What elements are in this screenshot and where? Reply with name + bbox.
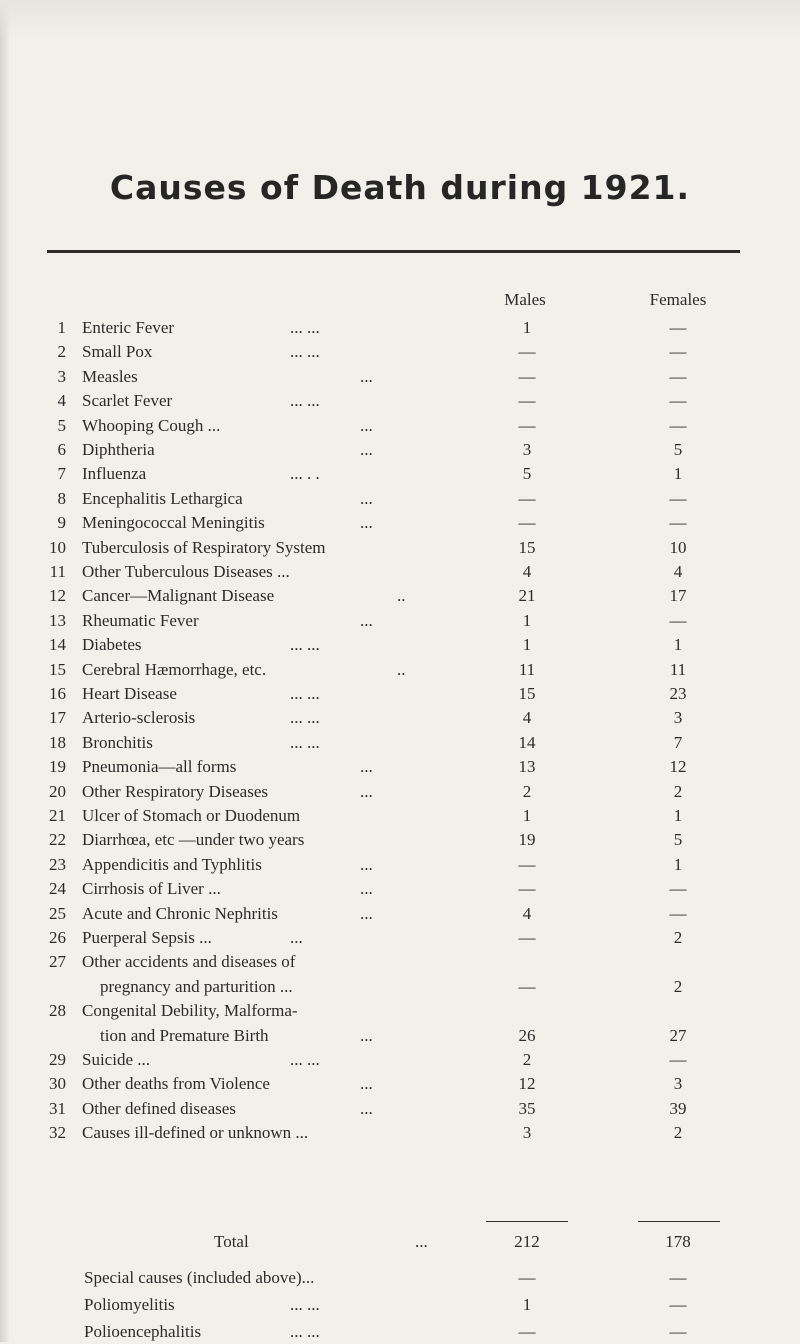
females-count: 3 (673, 1074, 683, 1094)
males-count: 4 (522, 708, 532, 728)
cause-label: Influenza (82, 464, 147, 484)
table-row (0, 1123, 800, 1145)
cause-label: Encephalitis Lethargica (82, 488, 243, 508)
females-count: 2 (673, 781, 683, 801)
table-row (0, 513, 800, 535)
row-number: 32 (49, 1123, 66, 1143)
table-row (0, 1026, 800, 1048)
special-label: Special causes (included above)... (84, 1268, 315, 1287)
table-row (0, 928, 800, 950)
males-count: 11 (518, 659, 536, 679)
row-number: 3 (57, 366, 66, 386)
cause-label: Cancer—Malignant Disease (82, 586, 275, 606)
cause-label: Acute and Chronic Nephritis (82, 903, 278, 923)
leader-dots: ... ... (290, 708, 320, 728)
total-females: 178 (665, 1232, 691, 1251)
leader-dots: ... ... (290, 1295, 320, 1314)
table-row (0, 806, 800, 828)
males-header: Males (504, 290, 546, 309)
row-number: 25 (49, 903, 66, 923)
cause-label: Cirrhosis of Liver ... (82, 879, 221, 899)
cause-label: Bronchitis (82, 732, 153, 752)
males-count: 2 (522, 1050, 532, 1069)
leader-dots: ... ... (290, 342, 320, 362)
row-number: 2 (57, 342, 66, 362)
females-count: 1 (673, 854, 683, 874)
leader-dots: ... (360, 781, 373, 801)
males-count: 26 (518, 1025, 536, 1045)
leader-dots: ... (360, 757, 373, 777)
cause-label: Causes ill-defined or unknown ... (82, 1123, 309, 1143)
females-count: 3 (673, 708, 683, 728)
females-count: 5 (673, 830, 683, 850)
special-males: — (518, 1322, 536, 1341)
row-number: 21 (49, 806, 66, 825)
cause-label: Measles (82, 366, 138, 386)
leader-dots: ... ... (290, 1050, 320, 1069)
males-count: 19 (518, 830, 536, 850)
row-number: 5 (57, 415, 66, 435)
males-count: 2 (522, 781, 532, 801)
special-row (0, 1268, 800, 1290)
leader-dots: ... (360, 513, 373, 533)
row-number: 20 (49, 781, 66, 801)
table-row (0, 391, 800, 413)
row-number: 11 (49, 562, 66, 581)
row-number: 15 (49, 659, 66, 679)
cause-label: Arterio-sclerosis (82, 708, 196, 728)
cause-label: Cerebral Hæmorrhage, etc. (82, 659, 267, 679)
special-label: Poliomyelitis (84, 1295, 175, 1314)
row-number: 29 (49, 1050, 66, 1069)
total-dots: ... (415, 1232, 428, 1251)
cause-label: Meningococcal Meningitis (82, 513, 265, 533)
table-row (0, 538, 800, 560)
females-count: — (669, 1050, 687, 1069)
row-number: 8 (57, 488, 66, 508)
males-count: 21 (518, 586, 536, 606)
cause-label: Other Respiratory Diseases (82, 781, 269, 801)
table-row (0, 733, 800, 755)
table-row (0, 684, 800, 706)
leader-dots: ... (290, 928, 303, 947)
table-row (0, 489, 800, 511)
males-count: — (518, 342, 536, 362)
table-row (0, 708, 800, 730)
leader-dots: .. (397, 586, 406, 606)
leader-dots: ... (360, 903, 373, 923)
cause-label: Rheumatic Fever (82, 610, 199, 630)
cause-label: Ulcer of Stomach or Duodenum (82, 806, 301, 825)
males-count: 14 (518, 732, 536, 752)
cause-label: Diabetes (82, 635, 142, 655)
table-row (0, 757, 800, 779)
leader-dots: .. (397, 659, 406, 679)
row-number: 10 (49, 537, 66, 557)
males-count: 15 (518, 537, 536, 557)
total-males: 212 (514, 1232, 540, 1251)
table-row (0, 367, 800, 389)
males-count: 12 (518, 1074, 536, 1094)
females-count: 7 (673, 732, 683, 752)
males-count: 3 (522, 440, 532, 459)
total-row (0, 1232, 800, 1254)
males-count: 1 (522, 610, 532, 630)
males-count: 4 (522, 562, 532, 581)
males-count: — (518, 928, 536, 947)
row-number: 28 (49, 1001, 66, 1021)
table-row (0, 879, 800, 901)
leader-dots: ... (360, 440, 373, 459)
row-number: 31 (49, 1098, 66, 1118)
females-count: — (669, 879, 687, 899)
row-number: 22 (49, 830, 66, 850)
special-males: — (518, 1268, 536, 1287)
females-count: — (669, 318, 687, 337)
females-count: 4 (673, 562, 683, 581)
row-number: 19 (49, 757, 66, 777)
males-total-rule (486, 1221, 568, 1222)
table-row (0, 1099, 800, 1121)
cause-label: Scarlet Fever (82, 391, 173, 411)
males-count: — (518, 513, 536, 533)
table-row (0, 416, 800, 438)
males-count: — (518, 415, 536, 435)
females-count: 10 (669, 537, 687, 557)
males-count: — (518, 854, 536, 874)
row-number: 4 (57, 391, 66, 411)
females-count: — (669, 610, 687, 630)
leader-dots: ... ... (290, 684, 320, 703)
row-number: 7 (57, 464, 66, 484)
row-number: 24 (49, 879, 66, 899)
males-count: 1 (522, 318, 532, 337)
table-row (0, 782, 800, 804)
cause-label: Congenital Debility, Malforma- (82, 1001, 298, 1021)
males-count: 1 (522, 635, 532, 655)
females-count: 27 (669, 1025, 687, 1045)
females-count: — (669, 513, 687, 533)
table-row (0, 611, 800, 633)
males-count: 15 (518, 684, 536, 703)
cause-label: Puerperal Sepsis ... (82, 928, 212, 947)
row-number: 12 (49, 586, 66, 606)
special-row (0, 1295, 800, 1317)
females-count: 39 (669, 1098, 687, 1118)
females-header: Females (649, 290, 707, 309)
females-count: — (669, 903, 687, 923)
table-row (0, 562, 800, 584)
males-count: 1 (522, 806, 532, 825)
row-number: 18 (49, 732, 66, 752)
title-rule (47, 250, 740, 253)
table-row (0, 660, 800, 682)
table-row (0, 318, 800, 340)
cause-label: Tuberculosis of Respiratory System (82, 537, 326, 557)
special-label: Polioencephalitis (84, 1322, 202, 1341)
leader-dots: ... ... (290, 391, 320, 411)
females-count: 1 (673, 806, 683, 825)
cause-label: Enteric Fever (82, 318, 175, 337)
table-row (0, 635, 800, 657)
leader-dots: ... ... (290, 318, 320, 337)
cause-label: Whooping Cough ... (82, 415, 221, 435)
females-count: — (669, 391, 687, 411)
females-total-rule (638, 1221, 720, 1222)
females-count: 2 (673, 976, 683, 996)
table-row (0, 1050, 800, 1072)
females-count: 2 (673, 1123, 683, 1143)
table-row (0, 904, 800, 926)
females-count: 1 (673, 464, 683, 484)
table-row (0, 342, 800, 364)
cause-label: pregnancy and parturition ... (100, 976, 293, 996)
females-count: 23 (669, 684, 687, 703)
table-row (0, 1074, 800, 1096)
cause-label: Other accidents and diseases of (82, 952, 296, 972)
leader-dots: ... (360, 854, 373, 874)
cause-label: Other defined diseases (82, 1098, 236, 1118)
males-count: 3 (522, 1123, 532, 1143)
row-number: 30 (49, 1074, 66, 1094)
leader-dots: ... ... (290, 1322, 320, 1341)
leader-dots: ... (360, 879, 373, 899)
special-females: — (669, 1322, 687, 1341)
row-number: 16 (49, 684, 66, 703)
leader-dots: ... ... (290, 635, 320, 655)
table-row (0, 977, 800, 999)
cause-label: Other deaths from Violence (82, 1074, 270, 1094)
females-count: 1 (673, 635, 683, 655)
table-row (0, 855, 800, 877)
females-count: — (669, 415, 687, 435)
males-count: — (518, 879, 536, 899)
females-count: — (669, 488, 687, 508)
page-top-shade (0, 0, 800, 40)
table-row (0, 1001, 800, 1023)
females-count: 17 (669, 586, 687, 606)
row-number: 23 (49, 854, 66, 874)
males-count: 35 (518, 1098, 536, 1118)
females-count: 5 (673, 440, 683, 459)
females-count: 11 (669, 659, 687, 679)
page-title: Causes of Death during 1921. (109, 168, 691, 207)
table-row (0, 830, 800, 852)
leader-dots: ... ... (290, 732, 320, 752)
row-number: 27 (49, 952, 66, 972)
cause-label: Pneumonia—all forms (82, 757, 237, 777)
cause-label: Heart Disease (82, 684, 177, 703)
total-label: Total (214, 1232, 249, 1251)
special-females: — (669, 1268, 687, 1287)
males-count: 4 (522, 903, 532, 923)
table-row (0, 586, 800, 608)
cause-label: Other Tuberculous Diseases ... (82, 562, 290, 581)
males-count: — (518, 366, 536, 386)
special-females: — (669, 1295, 687, 1314)
males-count: 5 (522, 464, 532, 484)
males-count: — (518, 488, 536, 508)
females-count: 2 (673, 928, 683, 947)
row-number: 13 (49, 610, 66, 630)
cause-label: Suicide ... (82, 1050, 150, 1069)
table-row (0, 464, 800, 486)
cause-label: Small Pox (82, 342, 153, 362)
special-males: 1 (522, 1295, 532, 1314)
special-row (0, 1322, 800, 1344)
row-number: 17 (49, 708, 66, 728)
leader-dots: ... (360, 610, 373, 630)
cause-label: tion and Premature Birth (100, 1025, 269, 1045)
males-count: 13 (518, 757, 536, 777)
leader-dots: ... (360, 415, 373, 435)
males-count: — (518, 976, 536, 996)
row-number: 26 (49, 928, 66, 947)
females-count: — (669, 342, 687, 362)
males-count: — (518, 391, 536, 411)
leader-dots: ... (360, 1025, 373, 1045)
leader-dots: ... (360, 366, 373, 386)
row-number: 6 (57, 440, 66, 459)
leader-dots: ... (360, 1074, 373, 1094)
cause-label: Diarrhœa, etc —under two years (82, 830, 305, 850)
cause-label: Appendicitis and Typhlitis (82, 854, 262, 874)
leader-dots: ... (360, 488, 373, 508)
table-row (0, 952, 800, 974)
females-count: 12 (669, 757, 687, 777)
females-count: — (669, 366, 687, 386)
leader-dots: ... (360, 1098, 373, 1118)
row-number: 1 (57, 318, 66, 337)
cause-label: Diphtheria (82, 440, 155, 459)
row-number: 9 (57, 513, 66, 533)
leader-dots: ... . . (290, 464, 320, 484)
table-row (0, 440, 800, 462)
row-number: 14 (49, 635, 66, 655)
